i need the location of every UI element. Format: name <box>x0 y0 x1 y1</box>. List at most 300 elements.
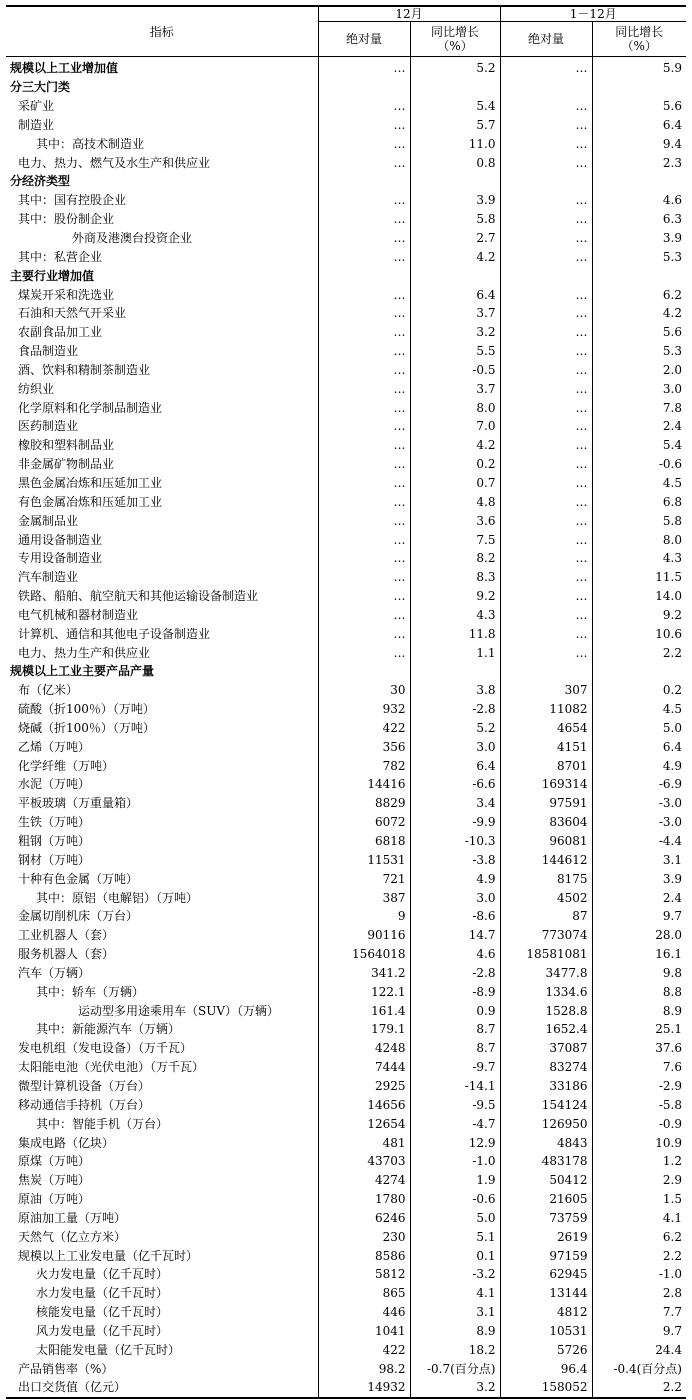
cell-abs-dec: 179.1 <box>318 1020 410 1039</box>
cell-abs-dec <box>318 78 410 97</box>
table-row <box>6 57 686 78</box>
cell-abs-ytd: … <box>500 587 592 606</box>
cell-abs-ytd: 37087 <box>500 1039 592 1058</box>
cell-abs-ytd: 3477.8 <box>500 964 592 983</box>
cell-abs-dec: 1041 <box>318 1322 410 1341</box>
cell-growth-dec: 4.2 <box>410 247 500 266</box>
row-label: 通用设备制造业 <box>18 532 103 547</box>
cell-growth-dec: 4.9 <box>410 869 500 888</box>
row-label: 电力、热力、燃气及水生产和供应业 <box>18 155 211 170</box>
cell-abs-ytd: … <box>500 97 592 116</box>
row-label: 汽车（万辆） <box>18 965 91 980</box>
table-row <box>6 700 686 719</box>
cell-growth-dec: 1.1 <box>410 643 500 662</box>
cell-growth-dec: -8.6 <box>410 907 500 926</box>
row-label: 焦炭（万吨） <box>18 1173 91 1188</box>
cell-growth-dec: 5.0 <box>410 1208 500 1227</box>
row-label: 太阳能发电量（亿千瓦时） <box>36 1342 181 1357</box>
row-label: 水泥（万吨） <box>18 777 91 792</box>
row-label: 移动通信手持机（万台） <box>18 1097 151 1112</box>
row-label: 其中：股份制企业 <box>18 212 115 227</box>
cell-growth-ytd: 2.4 <box>592 417 686 436</box>
table-row <box>6 134 686 153</box>
cell-growth-dec: 6.4 <box>410 285 500 304</box>
cell-abs-ytd: 83604 <box>500 813 592 832</box>
cell-growth-dec: 0.1 <box>410 1246 500 1265</box>
cell-abs-ytd: … <box>500 361 592 380</box>
cell-abs-dec: 5812 <box>318 1265 410 1284</box>
table-row <box>6 1077 686 1096</box>
row-label: 微型计算机设备（万台） <box>18 1078 151 1093</box>
cell-abs-ytd: 10531 <box>500 1322 592 1341</box>
cell-growth-dec: 5.8 <box>410 210 500 229</box>
row-label: 其中：高技术制造业 <box>36 136 145 151</box>
table-row <box>6 869 686 888</box>
cell-growth-ytd: 5.9 <box>592 57 686 78</box>
cell-growth-ytd: 7.7 <box>592 1303 686 1322</box>
cell-abs-dec: 11531 <box>318 850 410 869</box>
row-label: 煤炭开采和洗选业 <box>18 287 115 302</box>
cell-abs-dec: 14932 <box>318 1378 410 1398</box>
table-row <box>6 775 686 794</box>
row-label: 原油（万吨） <box>18 1192 91 1207</box>
cell-growth-dec: 11.8 <box>410 624 500 643</box>
cell-growth-dec: -4.7 <box>410 1114 500 1133</box>
cell-abs-dec: 30 <box>318 681 410 700</box>
cell-growth-ytd: 5.3 <box>592 342 686 361</box>
cell-abs-ytd: 4843 <box>500 1133 592 1152</box>
cell-growth-dec: 2.7 <box>410 229 500 248</box>
row-label: 服务机器人（套） <box>18 947 115 962</box>
cell-abs-dec: 1564018 <box>318 945 410 964</box>
cell-growth-dec: 5.4 <box>410 97 500 116</box>
table-row <box>6 1378 686 1398</box>
cell-growth-ytd: 1.2 <box>592 1152 686 1171</box>
cell-growth-ytd: 6.4 <box>592 737 686 756</box>
cell-growth-ytd: 7.8 <box>592 398 686 417</box>
table-row <box>6 681 686 700</box>
cell-abs-dec: 6072 <box>318 813 410 832</box>
row-label: 金属切削机床（万台） <box>18 909 139 924</box>
table-row <box>6 266 686 285</box>
row-label: 外商及港澳台投资企业 <box>72 231 193 246</box>
cell-abs-ytd: 11082 <box>500 700 592 719</box>
cell-growth-dec: 3.7 <box>410 379 500 398</box>
table-row <box>6 568 686 587</box>
cell-abs-dec: 43703 <box>318 1152 410 1171</box>
cell-growth-ytd: 4.6 <box>592 191 686 210</box>
cell-abs-ytd: 8175 <box>500 869 592 888</box>
cell-growth-ytd: 4.5 <box>592 474 686 493</box>
cell-growth-ytd: 9.4 <box>592 134 686 153</box>
row-label: 十种有色金属（万吨） <box>18 871 139 886</box>
row-label: 纺织业 <box>18 381 55 396</box>
row-label: 核能发电量（亿千瓦时） <box>36 1305 169 1320</box>
row-label: 化学纤维（万吨） <box>18 758 115 773</box>
cell-growth-dec <box>410 78 500 97</box>
cell-growth-ytd: 8.9 <box>592 1001 686 1020</box>
row-label: 其中：原铝（电解铝）（万吨） <box>36 890 199 905</box>
cell-growth-ytd: 6.8 <box>592 492 686 511</box>
cell-abs-ytd: 1652.4 <box>500 1020 592 1039</box>
table-row <box>6 1171 686 1190</box>
cell-abs-dec: … <box>318 474 410 493</box>
cell-abs-dec: … <box>318 97 410 116</box>
table-row <box>6 643 686 662</box>
cell-growth-ytd: 9.2 <box>592 605 686 624</box>
table-row <box>6 1208 686 1227</box>
cell-growth-ytd: -2.9 <box>592 1077 686 1096</box>
cell-abs-ytd: … <box>500 474 592 493</box>
cell-abs-ytd <box>500 78 592 97</box>
cell-abs-dec: 446 <box>318 1303 410 1322</box>
cell-growth-dec: 4.6 <box>410 945 500 964</box>
cell-growth-dec: 1.9 <box>410 1171 500 1190</box>
table-row <box>6 436 686 455</box>
cell-growth-ytd: 3.1 <box>592 850 686 869</box>
cell-abs-dec: … <box>318 57 410 78</box>
cell-growth-ytd: 2.3 <box>592 153 686 172</box>
cell-growth-ytd: 2.8 <box>592 1284 686 1303</box>
row-label: 风力发电量（亿千瓦时） <box>36 1323 169 1338</box>
cell-abs-ytd: … <box>500 247 592 266</box>
cell-abs-ytd: 83274 <box>500 1058 592 1077</box>
cell-growth-dec: 4.8 <box>410 492 500 511</box>
row-label: 主要行业增加值 <box>10 268 95 283</box>
header-period-december: 12月 <box>318 7 500 22</box>
cell-growth-dec: 6.4 <box>410 756 500 775</box>
table-row <box>6 1303 686 1322</box>
cell-abs-ytd: … <box>500 530 592 549</box>
cell-growth-dec: 7.5 <box>410 530 500 549</box>
cell-abs-dec: … <box>318 605 410 624</box>
cell-abs-dec: … <box>318 153 410 172</box>
cell-growth-dec: 4.1 <box>410 1284 500 1303</box>
row-label: 其中：国有控股企业 <box>18 193 127 208</box>
cell-growth-dec: 3.0 <box>410 737 500 756</box>
cell-abs-ytd: 97591 <box>500 794 592 813</box>
row-label: 酒、饮料和精制茶制造业 <box>18 362 151 377</box>
cell-growth-ytd: 9.7 <box>592 907 686 926</box>
table-row <box>6 926 686 945</box>
cell-growth-ytd: 2.2 <box>592 1378 686 1398</box>
row-label: 食品制造业 <box>18 344 79 359</box>
row-label: 专用设备制造业 <box>18 551 103 566</box>
cell-abs-dec: 387 <box>318 888 410 907</box>
cell-abs-ytd: … <box>500 285 592 304</box>
table-row <box>6 153 686 172</box>
table-row <box>6 78 686 97</box>
cell-growth-dec: 8.3 <box>410 568 500 587</box>
cell-growth-ytd: 9.7 <box>592 1322 686 1341</box>
cell-abs-ytd: … <box>500 455 592 474</box>
table-row <box>6 794 686 813</box>
cell-abs-ytd: … <box>500 568 592 587</box>
cell-abs-ytd: … <box>500 379 592 398</box>
table-row <box>6 511 686 530</box>
row-label: 火力发电量（亿千瓦时） <box>36 1267 169 1282</box>
row-label: 规模以上工业主要产品产量 <box>10 664 155 679</box>
cell-growth-dec: -2.8 <box>410 700 500 719</box>
cell-abs-ytd: … <box>500 134 592 153</box>
cell-growth-ytd <box>592 266 686 285</box>
cell-growth-dec: 5.5 <box>410 342 500 361</box>
cell-growth-ytd: 10.9 <box>592 1133 686 1152</box>
cell-abs-dec: … <box>318 549 410 568</box>
cell-growth-ytd: -0.6 <box>592 455 686 474</box>
cell-abs-ytd: 154124 <box>500 1095 592 1114</box>
cell-abs-dec: … <box>318 398 410 417</box>
table-row <box>6 210 686 229</box>
cell-growth-ytd: 37.6 <box>592 1039 686 1058</box>
cell-abs-dec: … <box>318 191 410 210</box>
table-row <box>6 756 686 775</box>
cell-abs-dec: … <box>318 361 410 380</box>
table-row <box>6 907 686 926</box>
cell-abs-dec: 8829 <box>318 794 410 813</box>
cell-growth-dec: 8.9 <box>410 1322 500 1341</box>
row-label: 出口交货值（亿元） <box>6 1378 318 1398</box>
cell-growth-dec: 3.6 <box>410 511 500 530</box>
cell-abs-ytd: 73759 <box>500 1208 592 1227</box>
row-label: 生铁（万吨） <box>18 815 91 830</box>
cell-growth-ytd: 9.8 <box>592 964 686 983</box>
cell-growth-dec: -14.1 <box>410 1077 500 1096</box>
table-row <box>6 1246 686 1265</box>
cell-abs-dec: … <box>318 568 410 587</box>
cell-growth-dec: -6.6 <box>410 775 500 794</box>
cell-growth-ytd: -3.0 <box>592 794 686 813</box>
cell-abs-dec: 422 <box>318 1340 410 1359</box>
row-label: 有色金属冶炼和压延加工业 <box>18 494 163 509</box>
cell-abs-dec <box>318 662 410 681</box>
header-absolute-dec: 绝对量 <box>318 22 410 57</box>
table-row <box>6 605 686 624</box>
row-label: 电力、热力生产和供应业 <box>18 645 151 660</box>
table-row <box>6 97 686 116</box>
table-row <box>6 587 686 606</box>
cell-growth-ytd: 10.6 <box>592 624 686 643</box>
cell-abs-ytd: … <box>500 549 592 568</box>
cell-abs-ytd <box>500 662 592 681</box>
cell-growth-ytd: 16.1 <box>592 945 686 964</box>
cell-growth-ytd: 3.9 <box>592 869 686 888</box>
cell-abs-dec: … <box>318 455 410 474</box>
table-row <box>6 813 686 832</box>
cell-abs-dec: … <box>318 210 410 229</box>
cell-growth-ytd: 2.9 <box>592 1171 686 1190</box>
cell-abs-ytd: … <box>500 624 592 643</box>
cell-abs-dec: … <box>318 323 410 342</box>
industrial-output-table <box>6 6 686 1399</box>
row-label: 计算机、通信和其他电子设备制造业 <box>18 626 211 641</box>
cell-abs-ytd: 21605 <box>500 1190 592 1209</box>
cell-growth-ytd: 8.0 <box>592 530 686 549</box>
cell-growth-dec: 4.3 <box>410 605 500 624</box>
table-row <box>6 1340 686 1359</box>
cell-abs-dec: 782 <box>318 756 410 775</box>
table-row <box>6 1265 686 1284</box>
cell-growth-ytd: -6.9 <box>592 775 686 794</box>
cell-growth-ytd <box>592 172 686 191</box>
cell-abs-ytd: 13144 <box>500 1284 592 1303</box>
table-row <box>6 455 686 474</box>
cell-abs-ytd: 8701 <box>500 756 592 775</box>
header-absolute-ytd: 绝对量 <box>500 22 592 57</box>
cell-growth-dec: 0.2 <box>410 455 500 474</box>
cell-abs-ytd: 33186 <box>500 1077 592 1096</box>
cell-abs-ytd: … <box>500 304 592 323</box>
table-row <box>6 474 686 493</box>
table-row <box>6 116 686 135</box>
cell-abs-dec: … <box>318 436 410 455</box>
cell-abs-ytd: 1528.8 <box>500 1001 592 1020</box>
cell-growth-ytd: 25.1 <box>592 1020 686 1039</box>
row-label: 产品销售率（%） <box>18 1361 114 1376</box>
cell-abs-ytd: … <box>500 57 592 78</box>
cell-abs-ytd: … <box>500 417 592 436</box>
table-row <box>6 624 686 643</box>
cell-growth-ytd: -0.4(百分点) <box>592 1359 686 1378</box>
row-label: 汽车制造业 <box>18 570 79 585</box>
cell-growth-dec: 3.0 <box>410 888 500 907</box>
cell-growth-ytd: -1.0 <box>592 1265 686 1284</box>
cell-abs-ytd: 169314 <box>500 775 592 794</box>
table-row <box>6 982 686 1001</box>
cell-abs-dec: 4248 <box>318 1039 410 1058</box>
cell-growth-dec: 7.0 <box>410 417 500 436</box>
cell-abs-ytd: 4151 <box>500 737 592 756</box>
cell-abs-ytd: 126950 <box>500 1114 592 1133</box>
cell-abs-ytd: … <box>500 342 592 361</box>
cell-abs-dec: 14656 <box>318 1095 410 1114</box>
cell-abs-ytd: 62945 <box>500 1265 592 1284</box>
cell-growth-ytd: 4.3 <box>592 549 686 568</box>
table-row <box>6 1095 686 1114</box>
cell-abs-dec <box>318 266 410 285</box>
cell-growth-ytd <box>592 662 686 681</box>
table-row <box>6 662 686 681</box>
cell-growth-dec: -3.8 <box>410 850 500 869</box>
row-label: 硫酸（折100％）（万吨） <box>18 702 155 717</box>
cell-growth-ytd: 28.0 <box>592 926 686 945</box>
cell-growth-ytd: 5.6 <box>592 97 686 116</box>
cell-growth-dec: -2.8 <box>410 964 500 983</box>
cell-abs-dec: 122.1 <box>318 982 410 1001</box>
row-label: 橡胶和塑料制品业 <box>18 438 115 453</box>
cell-growth-ytd: 7.6 <box>592 1058 686 1077</box>
cell-growth-ytd: 2.2 <box>592 643 686 662</box>
cell-abs-ytd: … <box>500 153 592 172</box>
cell-abs-dec: … <box>318 247 410 266</box>
cell-abs-dec <box>318 172 410 191</box>
row-label: 水力发电量（亿千瓦时） <box>36 1286 169 1301</box>
cell-growth-dec: 3.8 <box>410 681 500 700</box>
row-label: 石油和天然气开采业 <box>18 306 127 321</box>
table-row <box>6 1227 686 1246</box>
cell-abs-ytd: … <box>500 436 592 455</box>
cell-abs-dec: 90116 <box>318 926 410 945</box>
cell-growth-dec: 0.8 <box>410 153 500 172</box>
cell-abs-dec: … <box>318 304 410 323</box>
cell-growth-ytd: 5.8 <box>592 511 686 530</box>
table-row <box>6 379 686 398</box>
cell-abs-dec: … <box>318 116 410 135</box>
header-indicator: 指标 <box>6 7 318 57</box>
cell-abs-dec: 4274 <box>318 1171 410 1190</box>
cell-growth-dec: -10.3 <box>410 832 500 851</box>
cell-growth-ytd: 2.2 <box>592 1246 686 1265</box>
cell-abs-dec: … <box>318 379 410 398</box>
cell-growth-dec: -0.7(百分点) <box>410 1359 500 1378</box>
cell-growth-dec: 8.0 <box>410 398 500 417</box>
cell-growth-dec: 4.2 <box>410 436 500 455</box>
cell-growth-dec: -9.7 <box>410 1058 500 1077</box>
cell-growth-dec <box>410 172 500 191</box>
cell-growth-dec: -9.5 <box>410 1095 500 1114</box>
row-label: 电气机械和器材制造业 <box>18 607 139 622</box>
cell-abs-dec: … <box>318 417 410 436</box>
cell-abs-ytd: … <box>500 210 592 229</box>
row-label: 化学原料和化学制品制造业 <box>18 400 163 415</box>
cell-growth-dec <box>410 662 500 681</box>
cell-abs-ytd: … <box>500 511 592 530</box>
cell-growth-dec: -0.6 <box>410 1190 500 1209</box>
row-label: 运动型多用途乘用车（SUV）（万辆） <box>78 1003 280 1018</box>
cell-growth-dec: 0.7 <box>410 474 500 493</box>
row-label: 规模以上工业发电量（亿千瓦时） <box>18 1248 199 1263</box>
cell-growth-dec: 12.9 <box>410 1133 500 1152</box>
cell-growth-ytd: -4.4 <box>592 832 686 851</box>
table-body <box>6 57 686 1398</box>
row-label: 工业机器人（套） <box>18 928 115 943</box>
cell-abs-ytd: 4812 <box>500 1303 592 1322</box>
cell-abs-dec: 98.2 <box>318 1359 410 1378</box>
cell-abs-ytd: 96.4 <box>500 1359 592 1378</box>
cell-growth-ytd: 5.4 <box>592 436 686 455</box>
cell-abs-ytd: 158052 <box>500 1378 592 1398</box>
cell-growth-dec: 0.9 <box>410 1001 500 1020</box>
row-label: 采矿业 <box>18 99 55 114</box>
cell-growth-dec: 5.1 <box>410 1227 500 1246</box>
cell-abs-ytd: … <box>500 643 592 662</box>
table-row <box>6 1152 686 1171</box>
row-label: 非金属矿物制品业 <box>18 457 115 472</box>
cell-growth-ytd: 2.4 <box>592 888 686 907</box>
cell-growth-ytd: 0.2 <box>592 681 686 700</box>
cell-growth-dec: 3.7 <box>410 304 500 323</box>
cell-growth-ytd: 6.3 <box>592 210 686 229</box>
table-row <box>6 1190 686 1209</box>
table-row <box>6 304 686 323</box>
cell-growth-dec: 5.2 <box>410 719 500 738</box>
cell-growth-ytd: 4.9 <box>592 756 686 775</box>
row-label: 分三大门类 <box>10 80 71 95</box>
row-label: 原油加工量（万吨） <box>18 1210 127 1225</box>
table-row <box>6 832 686 851</box>
cell-abs-ytd: … <box>500 191 592 210</box>
cell-abs-ytd: … <box>500 492 592 511</box>
cell-abs-ytd: … <box>500 229 592 248</box>
table-row <box>6 361 686 380</box>
cell-growth-dec: -0.5 <box>410 361 500 380</box>
cell-abs-dec: 230 <box>318 1227 410 1246</box>
row-label: 其中：智能手机（万台） <box>36 1116 169 1131</box>
cell-growth-ytd: 5.6 <box>592 323 686 342</box>
cell-abs-ytd: 87 <box>500 907 592 926</box>
cell-abs-dec: 422 <box>318 719 410 738</box>
cell-growth-dec: 3.4 <box>410 794 500 813</box>
